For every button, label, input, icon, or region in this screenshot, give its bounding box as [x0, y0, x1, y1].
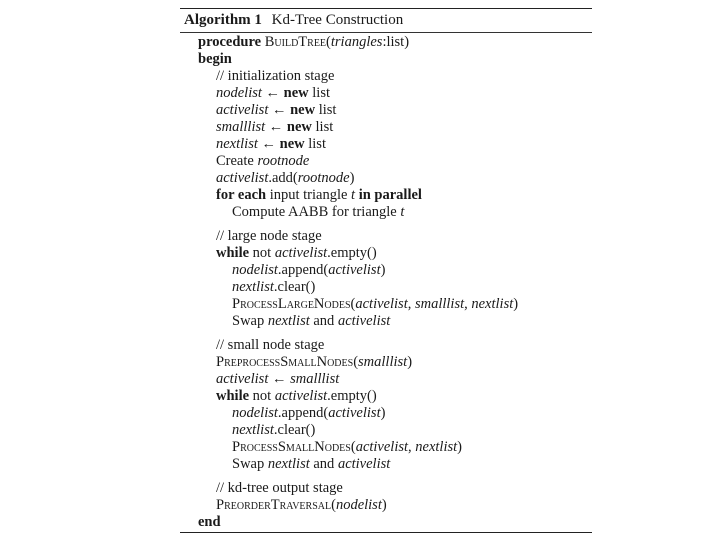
- bottom-rule: [180, 532, 592, 533]
- code-line: PreorderTraversal(nodelist): [216, 497, 387, 513]
- code-line: while not activelist.empty(): [216, 388, 377, 404]
- code-line: nextlist.clear(): [232, 279, 316, 295]
- code-line: PreprocessSmallNodes(smalllist): [216, 354, 413, 370]
- code-line: nodelist.append(activelist): [232, 262, 386, 278]
- procedure-name: ProcessLargeNodes: [232, 296, 351, 312]
- code-line: ProcessLargeNodes(activelist, smalllist, nextlist): [232, 296, 519, 312]
- algorithm-label: Algorithm 1: [184, 12, 262, 28]
- code-line: procedure BuildTree(triangles:list): [198, 34, 410, 50]
- code-line: nodelist ← new list: [216, 85, 331, 101]
- code-line: Swap nextlist and activelist: [232, 313, 391, 329]
- code-line: ProcessSmallNodes(activelist, nextlist): [232, 439, 463, 455]
- caption-rule: [180, 32, 592, 33]
- code-line: smalllist ← new list: [216, 119, 334, 135]
- code-line: Swap nextlist and activelist: [232, 456, 391, 472]
- code-line: activelist ← new list: [216, 102, 337, 118]
- comment-line: // initialization stage: [216, 68, 335, 84]
- left-arrow-icon: ←: [261, 85, 284, 101]
- code-line: Create rootnode: [216, 153, 310, 169]
- left-arrow-icon: ←: [268, 371, 291, 387]
- left-arrow-icon: ←: [268, 102, 291, 118]
- left-arrow-icon: ←: [265, 119, 287, 135]
- code-line: activelist ← smalllist: [216, 371, 340, 387]
- procedure-name: ProcessSmallNodes: [232, 439, 351, 455]
- code-line: nextlist.clear(): [232, 422, 316, 438]
- algorithm-title: Kd-Tree Construction: [271, 12, 404, 28]
- procedure-name: PreorderTraversal: [216, 497, 332, 513]
- comment-line: // kd-tree output stage: [216, 480, 343, 496]
- code-line: activelist.add(rootnode): [216, 170, 355, 186]
- code-line: for each input triangle t in parallel: [216, 187, 422, 203]
- top-rule: [180, 8, 592, 9]
- code-line: while not activelist.empty(): [216, 245, 377, 261]
- procedure-name: BuildTree: [264, 34, 327, 50]
- code-line: Compute AABB for triangle t: [232, 204, 405, 220]
- algorithm-caption: [184, 11, 403, 29]
- code-line: begin: [198, 51, 232, 67]
- comment-line: // large node stage: [216, 228, 322, 244]
- procedure-name: PreprocessSmallNodes: [216, 354, 354, 370]
- code-line: nodelist.append(activelist): [232, 405, 386, 421]
- left-arrow-icon: ←: [257, 136, 280, 152]
- code-line: nextlist ← new list: [216, 136, 326, 152]
- comment-line: // small node stage: [216, 337, 325, 353]
- code-line: end: [198, 514, 221, 530]
